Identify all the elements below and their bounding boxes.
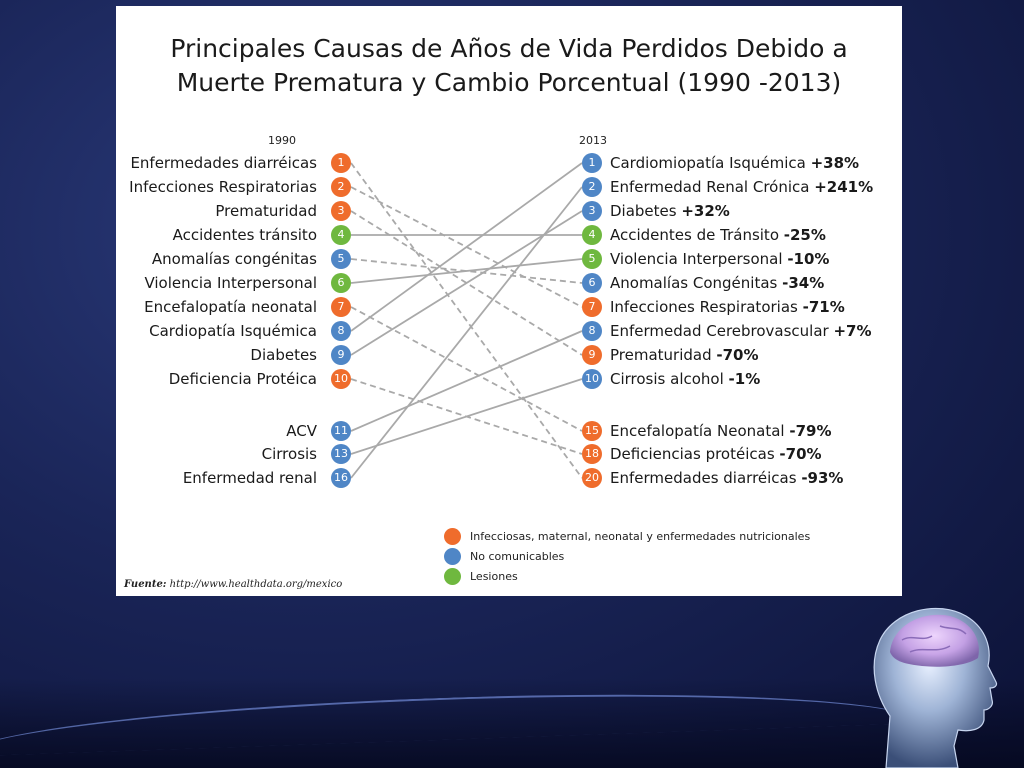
cause-1990-label: Accidentes tránsito — [172, 226, 317, 244]
rank-1990-badge: 16 — [331, 468, 351, 488]
cause-2013-name: Infecciones Respiratorias — [610, 298, 803, 316]
rank-2013-badge: 7 — [582, 297, 602, 317]
cause-2013-change: +7% — [833, 322, 872, 340]
rank-2013-badge: 5 — [582, 249, 602, 269]
source-url: http://www.healthdata.org/mexico — [166, 579, 343, 590]
cause-2013-label — [610, 274, 824, 292]
rank-2013-badge: 3 — [582, 201, 602, 221]
cause-2013-change: -79% — [789, 422, 832, 440]
source-note — [124, 579, 342, 590]
cause-1990-label: Anomalías congénitas — [151, 250, 317, 268]
rank-2013-badge: 1 — [582, 153, 602, 173]
cause-2013-label — [610, 250, 829, 268]
cause-2013-name: Anomalías Congénitas — [610, 274, 783, 292]
cause-2013-change: -10% — [787, 250, 830, 268]
rank-change-line — [351, 307, 582, 431]
year-1990-label: 1990 — [268, 134, 296, 147]
cause-1990-label: ACV — [286, 422, 317, 440]
cause-2013-name: Enfermedad Cerebrovascular — [610, 322, 834, 340]
cause-2013-label — [610, 322, 872, 340]
legend-dot — [444, 528, 461, 545]
chart-panel — [116, 6, 902, 596]
cause-1990-label: Cirrosis — [261, 445, 317, 463]
cause-2013-change: -70% — [779, 445, 822, 463]
rank-1990-badge: 10 — [331, 369, 351, 389]
year-2013-label: 2013 — [579, 134, 607, 147]
rank-2013-badge: 15 — [582, 421, 602, 441]
cause-2013-label — [610, 298, 845, 316]
cause-1990-label: Prematuridad — [215, 202, 317, 220]
rank-2013-badge: 10 — [582, 369, 602, 389]
cause-2013-change: -1% — [728, 370, 761, 388]
cause-2013-label — [610, 154, 859, 172]
cause-2013-change: -93% — [801, 469, 844, 487]
source-label: Fuente: — [124, 579, 167, 590]
rank-1990-badge: 7 — [331, 297, 351, 317]
cause-1990-label: Infecciones Respiratorias — [129, 178, 317, 196]
rank-1990-badge: 2 — [331, 177, 351, 197]
cause-2013-label — [610, 178, 873, 196]
cause-1990-label: Diabetes — [250, 346, 317, 364]
title-line-1: Principales Causas de Años de Vida Perdidos Debido a — [170, 34, 848, 63]
rank-2013-badge: 8 — [582, 321, 602, 341]
rank-2013-badge: 20 — [582, 468, 602, 488]
cause-2013-change: -34% — [782, 274, 825, 292]
cause-1990-label: Cardiopatía Isquémica — [149, 322, 317, 340]
rank-1990-badge: 3 — [331, 201, 351, 221]
legend-label: No comunicables — [470, 550, 565, 563]
legend-label: Lesiones — [470, 570, 518, 583]
cause-1990-label: Deficiencia Protéica — [168, 370, 317, 388]
legend-dot — [444, 548, 461, 565]
cause-2013-name: Deficiencias protéicas — [610, 445, 780, 463]
rank-1990-badge: 6 — [331, 273, 351, 293]
cause-2013-label — [610, 422, 831, 440]
rank-2013-badge: 2 — [582, 177, 602, 197]
cause-2013-name: Enfermedad Renal Crónica — [610, 178, 815, 196]
rank-1990-badge: 4 — [331, 225, 351, 245]
cause-2013-label — [610, 226, 826, 244]
cause-2013-name: Prematuridad — [610, 346, 717, 364]
cause-2013-name: Encefalopatía Neonatal — [610, 422, 790, 440]
cause-2013-change: -70% — [716, 346, 759, 364]
rank-1990-badge: 1 — [331, 153, 351, 173]
rank-1990-badge: 11 — [331, 421, 351, 441]
rank-change-line — [351, 163, 582, 478]
cause-2013-label — [610, 202, 730, 220]
cause-2013-name: Violencia Interpersonal — [610, 250, 788, 268]
cause-1990-label: Encefalopatía neonatal — [144, 298, 317, 316]
rank-2013-badge: 18 — [582, 444, 602, 464]
cause-2013-change: -71% — [802, 298, 845, 316]
cause-2013-change: +38% — [810, 154, 860, 172]
cause-2013-name: Cirrosis alcohol — [610, 370, 729, 388]
rank-1990-badge: 5 — [331, 249, 351, 269]
cause-2013-label — [610, 370, 760, 388]
cause-2013-label — [610, 469, 843, 487]
cause-1990-label: Enfermedades diarréicas — [130, 154, 317, 172]
brain-head-illustration — [846, 596, 1024, 768]
cause-2013-label — [610, 346, 759, 364]
cause-2013-name: Cardiomiopatía Isquémica — [610, 154, 811, 172]
rank-2013-badge: 6 — [582, 273, 602, 293]
title-line-2: Muerte Prematura y Cambio Porcentual (1990 -2013) — [176, 68, 842, 97]
cause-1990-label: Violencia Interpersonal — [144, 274, 317, 292]
rank-1990-badge: 8 — [331, 321, 351, 341]
legend-dot — [444, 568, 461, 585]
cause-2013-name: Enfermedades diarréicas — [610, 469, 802, 487]
rank-2013-badge: 9 — [582, 345, 602, 365]
cause-2013-label — [610, 445, 822, 463]
rank-2013-badge: 4 — [582, 225, 602, 245]
cause-2013-name: Diabetes — [610, 202, 682, 220]
legend-label: Infecciosas, maternal, neonatal y enfermedades nutricionales — [470, 530, 811, 543]
cause-1990-label: Enfermedad renal — [182, 469, 317, 487]
rank-change-line — [351, 163, 582, 331]
rank-1990-badge: 13 — [331, 444, 351, 464]
cause-2013-change: +32% — [681, 202, 730, 220]
cause-2013-change: -25% — [783, 226, 826, 244]
rank-1990-badge: 9 — [331, 345, 351, 365]
cause-2013-name: Accidentes de Tránsito — [610, 226, 784, 244]
cause-2013-change: +241% — [814, 178, 874, 196]
